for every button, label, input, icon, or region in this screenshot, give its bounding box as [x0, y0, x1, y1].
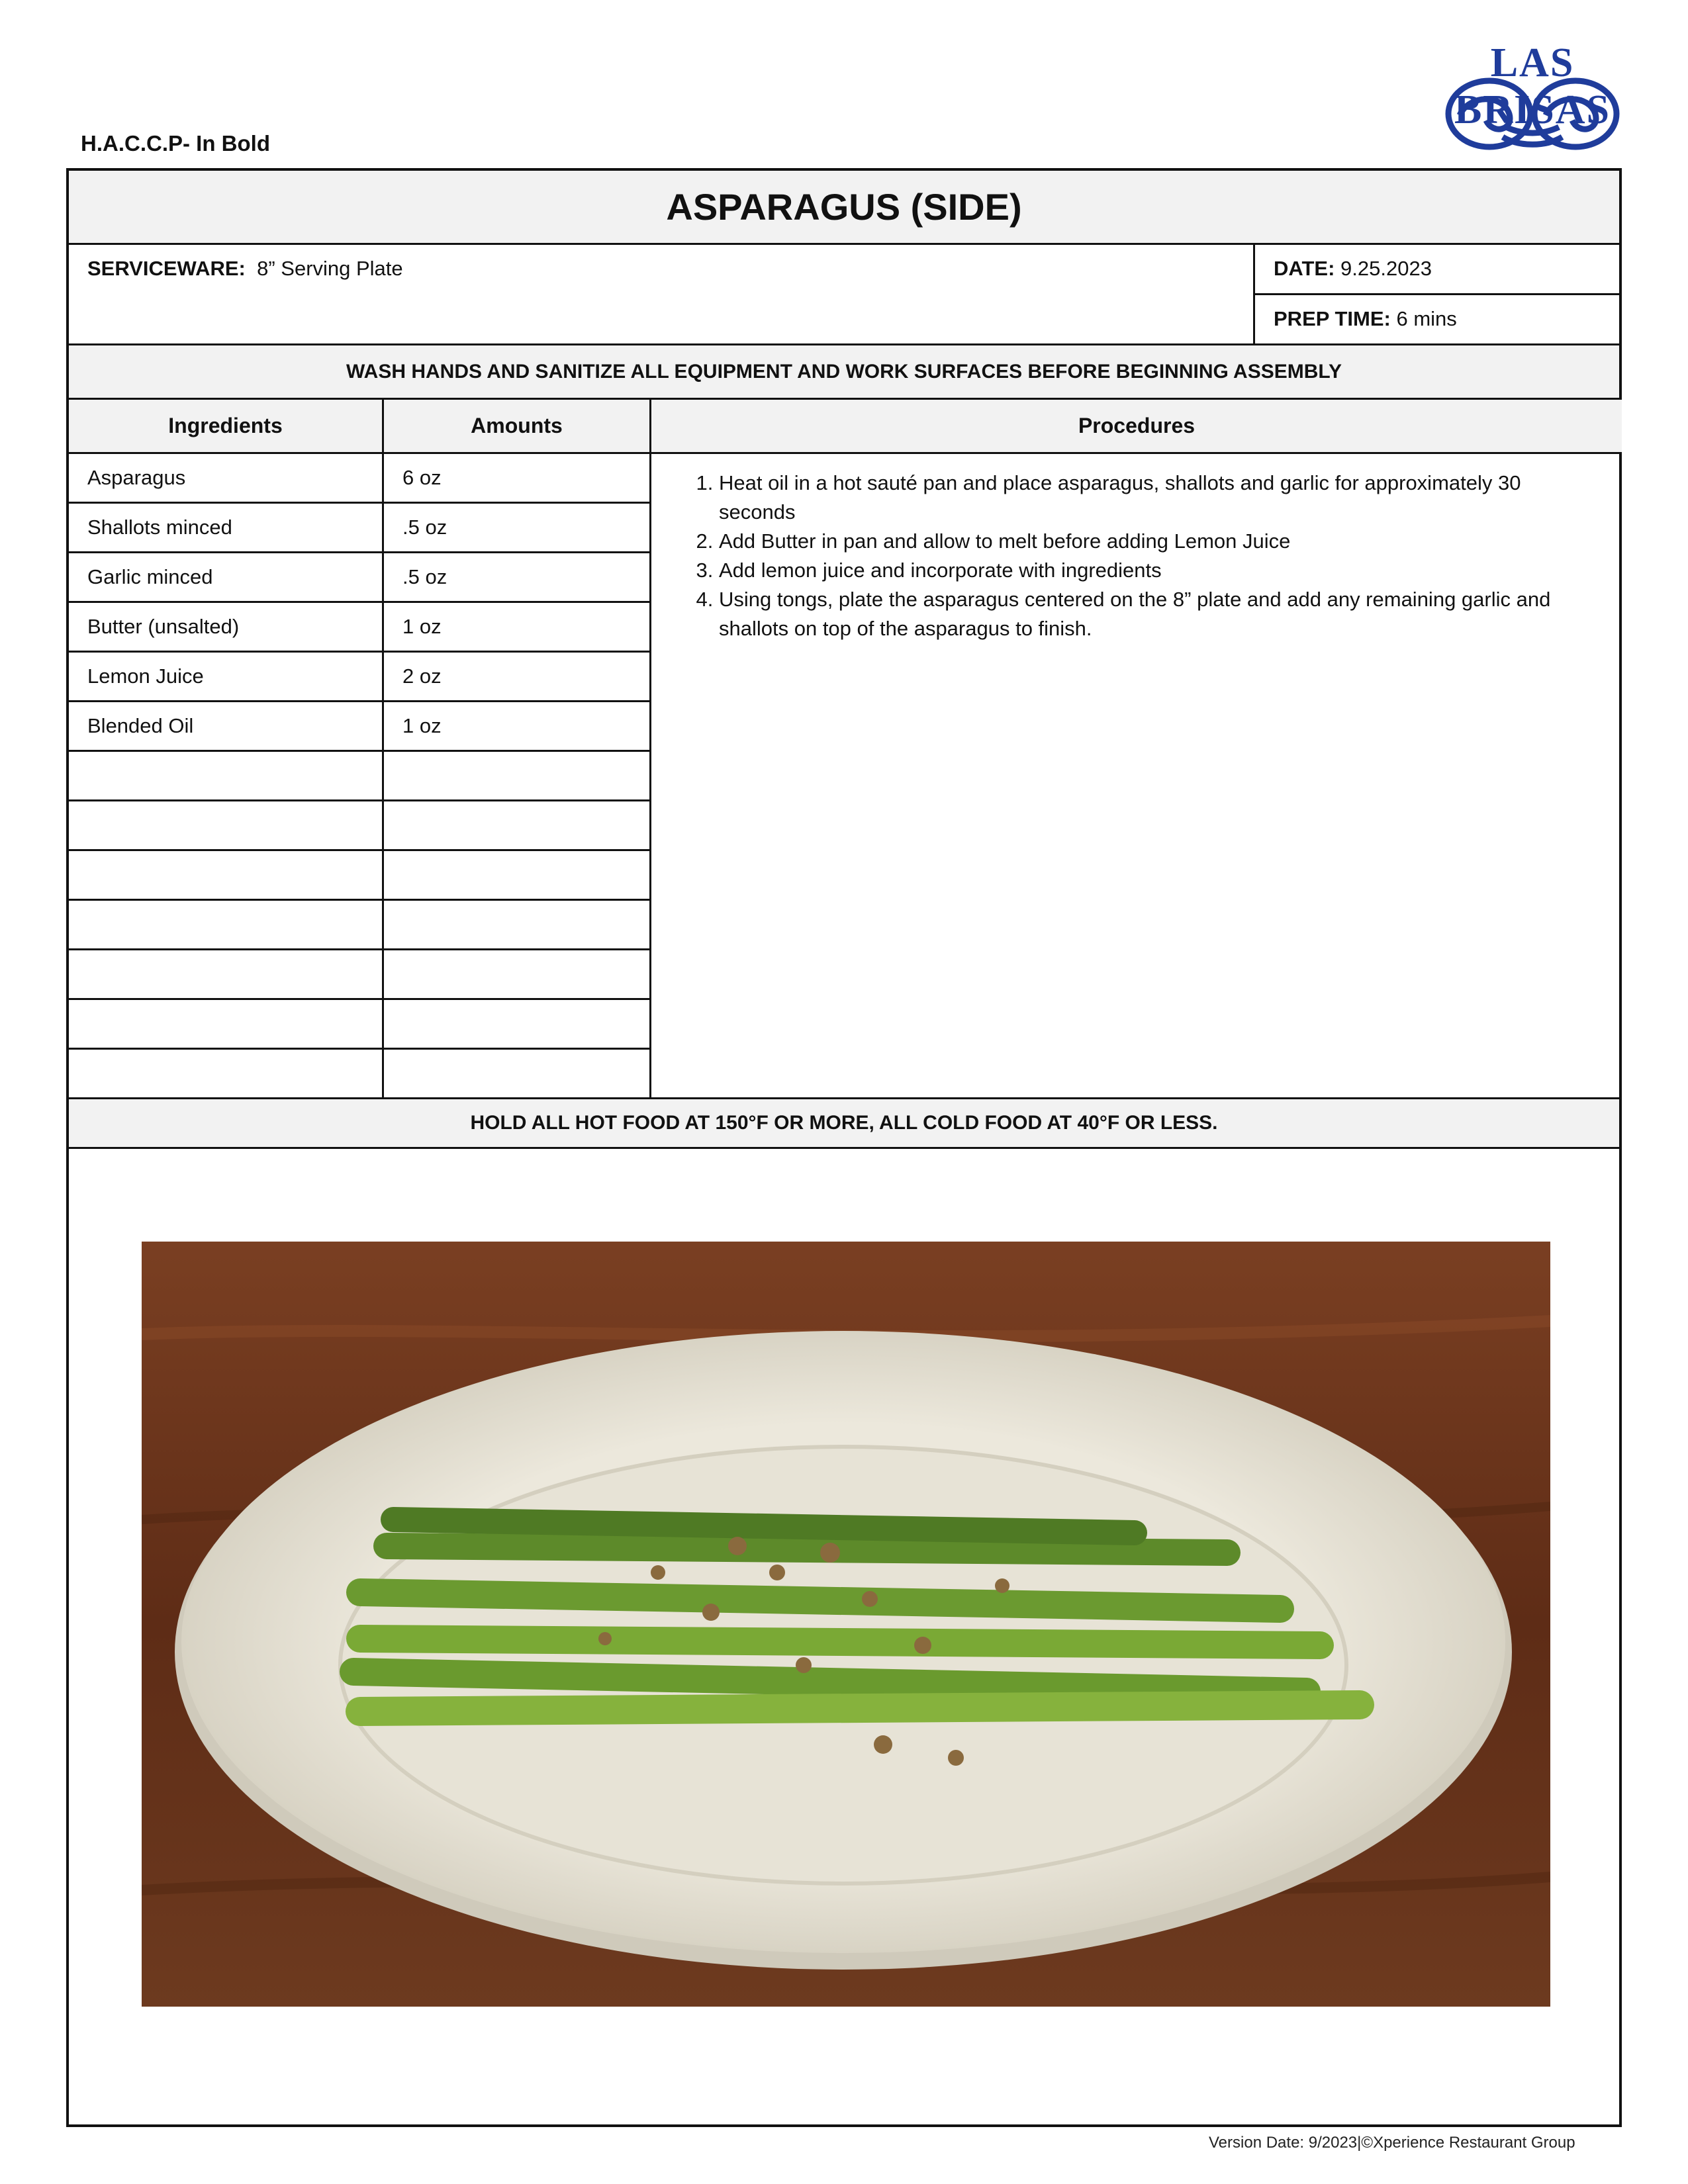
- amounts-header: Amounts: [384, 400, 651, 454]
- haccp-note: H.A.C.C.P- In Bold: [81, 131, 270, 156]
- procedure-step: 3. Add lemon juice and incorporate with ingredients: [719, 556, 1598, 585]
- table-row: [69, 603, 651, 653]
- ingredient-amount: 1 oz: [384, 603, 651, 651]
- recipe-title: ASPARAGUS (SIDE): [69, 171, 1619, 245]
- ingredients-table: [69, 454, 651, 1097]
- asparagus-plate-photo: [142, 1242, 1550, 2007]
- ingredient-amount: [384, 752, 651, 799]
- ingredient-name: [69, 1050, 384, 1097]
- ingredient-name: [69, 950, 384, 998]
- procedures-list: [651, 454, 1622, 1099]
- las-brisas-logo: [1436, 40, 1628, 156]
- table-row: [69, 950, 651, 1000]
- serviceware-value: 8” Serving Plate: [257, 257, 403, 280]
- prep-time-label: PREP TIME:: [1274, 307, 1391, 330]
- date-value: 9.25.2023: [1340, 257, 1432, 280]
- ingredient-name: Blended Oil: [69, 702, 384, 750]
- table-row: [69, 901, 651, 950]
- serviceware-label: SERVICEWARE:: [87, 257, 246, 280]
- wash-hands-notice: WASH HANDS AND SANITIZE ALL EQUIPMENT AND WORK SURFACES BEFORE BEGINNING ASSEMBLY: [69, 345, 1619, 400]
- ingredient-amount: [384, 801, 651, 849]
- ingredient-name: Asparagus: [69, 454, 384, 502]
- ingredient-name: [69, 851, 384, 899]
- ingredient-name: Garlic minced: [69, 553, 384, 601]
- wave-logo-icon: [1440, 74, 1625, 154]
- ingredient-amount: [384, 950, 651, 998]
- ingredient-amount: [384, 901, 651, 948]
- recipe-card: [66, 168, 1622, 2127]
- hold-temperature-notice: HOLD ALL HOT FOOD AT 150°F OR MORE, ALL COLD FOOD AT 40°F OR LESS.: [69, 1097, 1619, 1149]
- ingredient-name: [69, 1000, 384, 1048]
- ingredient-name: [69, 752, 384, 799]
- ingredient-amount: 1 oz: [384, 702, 651, 750]
- ingredient-amount: .5 oz: [384, 504, 651, 551]
- prep-time-cell: [1255, 295, 1622, 345]
- ingredient-name: [69, 901, 384, 948]
- table-row: [69, 454, 651, 504]
- procedures-header: Procedures: [651, 400, 1622, 454]
- ingredients-header: Ingredients: [69, 400, 384, 454]
- date-cell: [1255, 245, 1622, 295]
- procedure-step: 4. Using tongs, plate the asparagus centered on the 8” plate and add any remaining garlic and shallots on top of the asparagus to finish.: [719, 585, 1598, 643]
- table-row: [69, 653, 651, 702]
- table-row: [69, 851, 651, 901]
- ingredient-amount: [384, 1000, 651, 1048]
- table-row: [69, 801, 651, 851]
- procedure-step: 1. Heat oil in a hot sauté pan and place asparagus, shallots and garlic for approximately 30 seconds: [719, 469, 1598, 527]
- version-footer: Version Date: 9/2023|©Xperience Restaurant Group: [1209, 2134, 1575, 2152]
- logo-text: LAS BRISAS: [1454, 40, 1611, 132]
- ingredient-name: Butter (unsalted): [69, 603, 384, 651]
- prep-time-value: 6 mins: [1396, 307, 1457, 330]
- table-row: [69, 702, 651, 752]
- ingredient-name: [69, 801, 384, 849]
- table-row: [69, 1050, 651, 1097]
- ingredient-amount: 2 oz: [384, 653, 651, 700]
- table-row: [69, 553, 651, 603]
- table-row: [69, 1000, 651, 1050]
- ingredient-name: Shallots minced: [69, 504, 384, 551]
- procedure-step: 2. Add Butter in pan and allow to melt before adding Lemon Juice: [719, 527, 1598, 556]
- date-label: DATE:: [1274, 257, 1335, 280]
- ingredient-amount: [384, 1050, 651, 1097]
- serviceware-cell: [69, 245, 1255, 345]
- ingredient-amount: .5 oz: [384, 553, 651, 601]
- table-row: [69, 504, 651, 553]
- ingredient-amount: [384, 851, 651, 899]
- table-row: [69, 752, 651, 801]
- ingredient-name: Lemon Juice: [69, 653, 384, 700]
- ingredient-amount: 6 oz: [384, 454, 651, 502]
